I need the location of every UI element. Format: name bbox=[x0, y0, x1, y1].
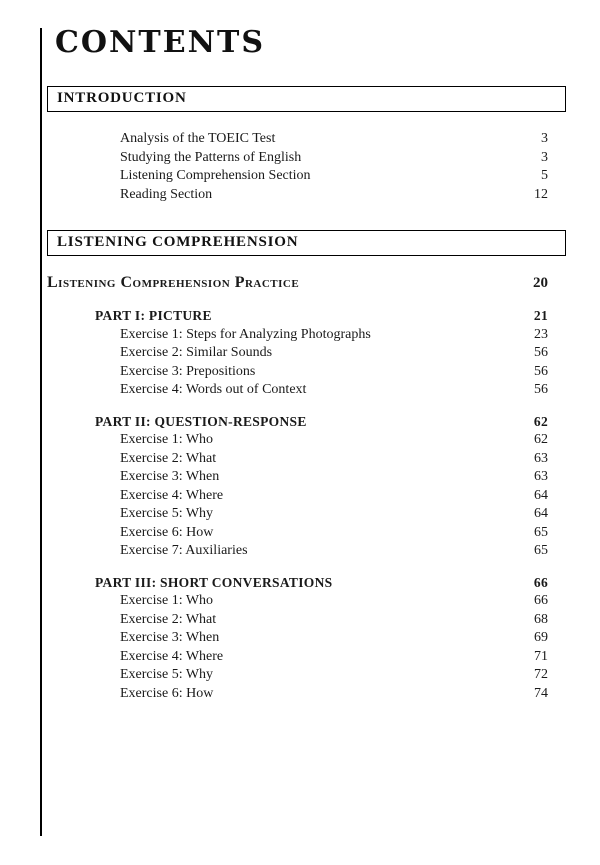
toc-entry bbox=[47, 363, 566, 382]
part-page: 21 bbox=[533, 308, 548, 323]
toc-entry bbox=[47, 186, 566, 205]
practice-page: 20 bbox=[533, 275, 548, 291]
toc-entry-label: Exercise 6: How bbox=[120, 685, 214, 701]
toc-entry bbox=[47, 487, 566, 506]
introduction-entries bbox=[47, 130, 566, 204]
toc-entry bbox=[47, 648, 566, 667]
toc-entry-page: 71 bbox=[534, 648, 548, 664]
toc-entry-page: 62 bbox=[534, 432, 548, 447]
toc-entry-label: Exercise 4: Words out of Context bbox=[120, 382, 307, 397]
part-page: 66 bbox=[533, 574, 548, 590]
toc-entry-label: Exercise 3: When bbox=[120, 469, 220, 484]
toc-entry bbox=[47, 326, 566, 345]
toc-entry-page: 3 bbox=[541, 149, 548, 165]
toc-entry-page: 56 bbox=[534, 382, 548, 397]
toc-entry-label: Exercise 1: Steps for Analyzing Photographs bbox=[120, 326, 371, 342]
toc-entry bbox=[47, 685, 566, 704]
toc-entry bbox=[47, 611, 566, 630]
part-block-2 bbox=[47, 413, 566, 561]
toc-entry-label: Exercise 2: Similar Sounds bbox=[120, 345, 273, 360]
toc-entry-page: 12 bbox=[534, 186, 548, 202]
toc-entry-label: Exercise 3: When bbox=[120, 630, 220, 645]
toc-entry-page: 5 bbox=[541, 168, 548, 183]
toc-entry-label: Exercise 5: Why bbox=[120, 506, 214, 521]
toc-entry-label: Exercise 4: Where bbox=[120, 487, 224, 503]
toc-entry bbox=[47, 130, 566, 149]
toc-entry-label: Exercise 4: Where bbox=[120, 648, 224, 664]
practice-title: Listening Comprehension Practice bbox=[47, 274, 300, 291]
toc-content bbox=[47, 26, 566, 703]
part-page: 62 bbox=[533, 413, 548, 429]
toc-entry-label: Exercise 1: Who bbox=[120, 432, 214, 447]
toc-entry bbox=[47, 524, 566, 543]
toc-entry-page: 56 bbox=[534, 363, 548, 379]
toc-entry-page: 3 bbox=[541, 131, 548, 146]
toc-entry bbox=[47, 666, 566, 685]
toc-entry-label: Exercise 5: Why bbox=[120, 667, 214, 682]
part-heading-row bbox=[47, 574, 566, 593]
part-title: PART II: QUESTION-RESPONSE bbox=[95, 413, 307, 429]
toc-entry-label: Exercise 2: What bbox=[120, 611, 217, 627]
toc-entry-label: Exercise 6: How bbox=[120, 524, 214, 540]
toc-entry bbox=[47, 381, 566, 400]
part-heading-row bbox=[47, 413, 566, 432]
toc-entry-label: Reading Section bbox=[120, 186, 213, 202]
toc-entry-page: 63 bbox=[534, 469, 548, 484]
part-title: PART III: SHORT CONVERSATIONS bbox=[95, 574, 333, 590]
left-margin-rule bbox=[40, 28, 42, 836]
toc-entry-page: 69 bbox=[534, 630, 548, 645]
section-heading-listening-comprehension: LISTENING COMPREHENSION bbox=[47, 230, 566, 256]
toc-entry-page: 74 bbox=[534, 685, 548, 701]
toc-entry bbox=[47, 542, 566, 561]
toc-entry bbox=[47, 450, 566, 469]
part-block-3 bbox=[47, 574, 566, 704]
page-title: CONTENTS bbox=[55, 25, 266, 60]
toc-entry-label: Exercise 1: Who bbox=[120, 593, 214, 608]
toc-entry-label: Studying the Patterns of English bbox=[120, 149, 302, 165]
toc-entry-label: Listening Comprehension Section bbox=[120, 168, 311, 183]
toc-entry-page: 65 bbox=[534, 524, 548, 540]
toc-entry-page: 65 bbox=[534, 543, 548, 558]
toc-entry-page: 64 bbox=[534, 506, 548, 521]
toc-entry bbox=[47, 344, 566, 363]
toc-entry-page: 56 bbox=[534, 345, 548, 360]
toc-entry-label: Analysis of the TOEIC Test bbox=[120, 131, 276, 146]
part-block-1 bbox=[47, 307, 566, 400]
toc-entry bbox=[47, 505, 566, 524]
toc-entry-page: 63 bbox=[534, 450, 548, 466]
toc-entry bbox=[47, 592, 566, 611]
toc-entry-page: 64 bbox=[534, 487, 548, 503]
toc-entry-page: 68 bbox=[534, 611, 548, 627]
practice-title-row bbox=[47, 272, 566, 294]
toc-entry bbox=[47, 431, 566, 450]
part-title: PART I: PICTURE bbox=[95, 308, 212, 323]
toc-entry bbox=[47, 167, 566, 186]
toc-entry-label: Exercise 3: Prepositions bbox=[120, 363, 256, 379]
section-heading-introduction: INTRODUCTION bbox=[47, 86, 566, 112]
toc-entry-label: Exercise 7: Auxiliaries bbox=[120, 543, 248, 558]
toc-entry-label: Exercise 2: What bbox=[120, 450, 217, 466]
toc-entry bbox=[47, 149, 566, 168]
toc-entry-page: 66 bbox=[534, 593, 548, 608]
toc-entry bbox=[47, 629, 566, 648]
part-heading-row bbox=[47, 307, 566, 326]
toc-entry-page: 23 bbox=[534, 326, 548, 342]
toc-entry-page: 72 bbox=[534, 667, 548, 682]
toc-entry bbox=[47, 468, 566, 487]
